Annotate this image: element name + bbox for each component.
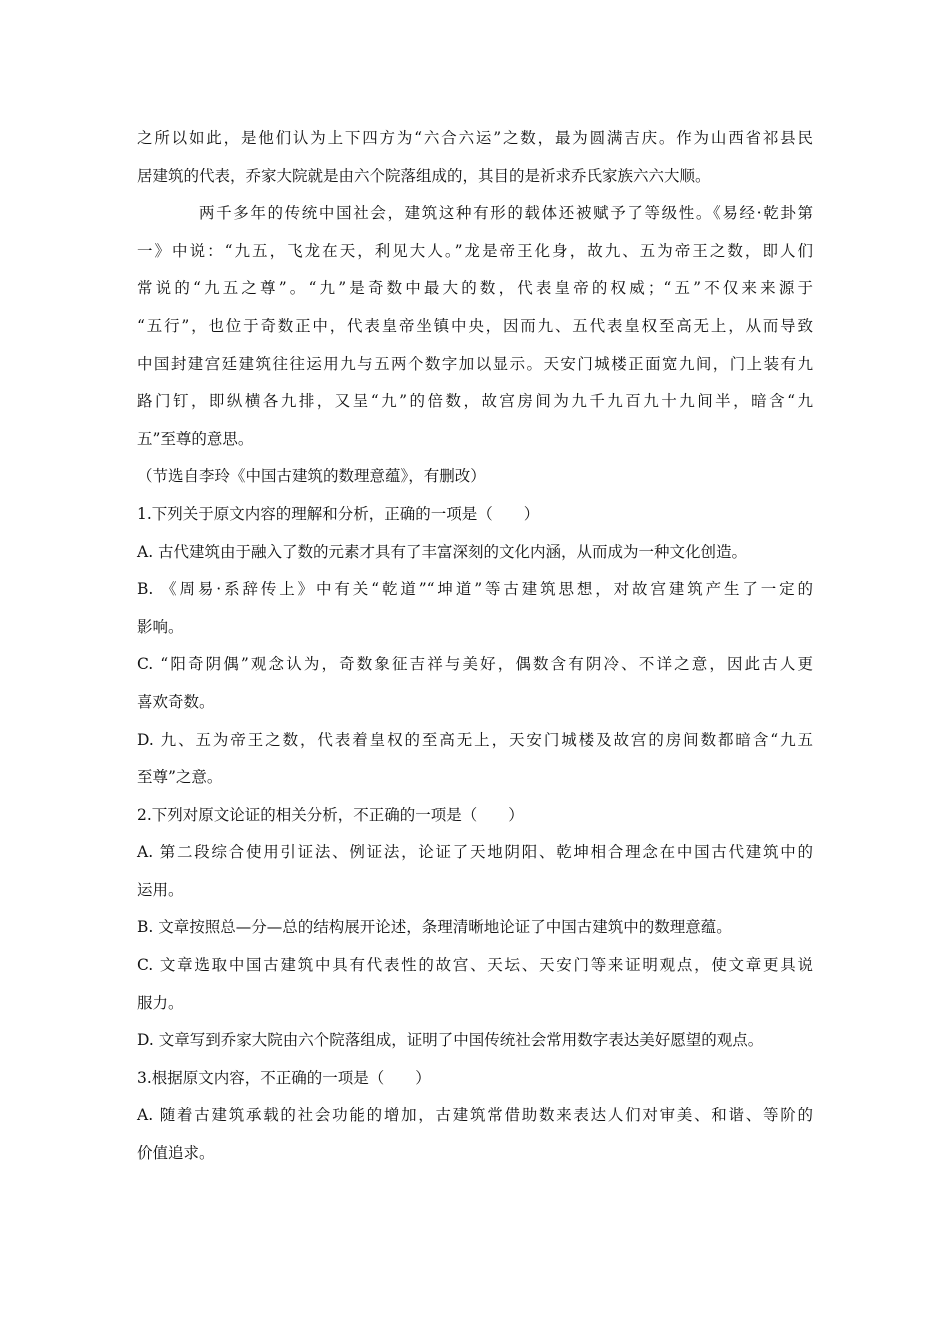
option-b (137, 571, 813, 646)
option-line: B. 《周易·系辞传上》中有关“乾道”“坤道”等古建筑思想，对故宫建筑产生了一定的 (137, 580, 813, 599)
option-line: C. 文章选取中国古建筑中具有代表性的故宫、天坛、天安门等来证明观点，使文章更具说 (137, 956, 813, 975)
option-line: A. 第二段综合使用引证法、例证法，论证了天地阴阳、乾坤相合理念在中国古代建筑中的 (137, 843, 813, 862)
document-page (137, 120, 813, 1173)
option-line: 运用。 (137, 880, 184, 899)
option-a (137, 834, 813, 909)
source-citation: （节选自李玲《中国古建筑的数理意蕴》，有删改） (137, 467, 486, 486)
question-1 (137, 496, 813, 797)
option-line: B. 文章按照总—分—总的结构展开论述，条理清晰地论证了中国古建筑中的数理意蕴。 (137, 918, 732, 937)
passage-paragraph-1 (137, 120, 813, 195)
passage-line: 之所以如此，是他们认为上下四方为“六合六运”之数，最为圆满吉庆。作为山西省祁县民 (137, 129, 813, 147)
option-line: D. 文章写到乔家大院由六个院落组成，证明了中国传统社会常用数字表达美好愿望的观点。 (137, 1031, 764, 1050)
option-d (137, 1022, 813, 1060)
option-line: 影响。 (137, 617, 184, 636)
option-line: 服力。 (137, 993, 184, 1012)
option-line: A. 古代建筑由于融入了数的元素才具有了丰富深刻的文化内涵，从而成为一种文化创造。 (137, 542, 748, 561)
passage-paragraph-2 (137, 195, 813, 458)
option-a (137, 534, 813, 572)
question-stem: 1.下列关于原文内容的理解和分析，正确的一项是（ ） (137, 504, 540, 523)
option-c (137, 947, 813, 1022)
question-2 (137, 797, 813, 1060)
option-line: 价值追求。 (137, 1144, 215, 1163)
passage-line: “五行”，也位于奇数正中，代表皇帝坐镇中央，因而九、五代表皇权至高无上，从而导致 (137, 316, 813, 335)
option-line: 喜欢奇数。 (137, 692, 215, 711)
question-stem: 3.根据原文内容，不正确的一项是（ ） (137, 1068, 431, 1087)
question-stem: 2.下列对原文论证的相关分析，不正确的一项是（ ） (137, 805, 524, 824)
passage-line: 路门钉，即纵横各九排，又呈“九”的倍数，故宫房间为九千九百九十九间半，暗含“九 (137, 392, 813, 411)
passage-line: 中国封建宫廷建筑往往运用九与五两个数字加以显示。天安门城楼正面宽九间，门上装有九 (137, 354, 813, 373)
passage-line: 一》中说：“九五，飞龙在天，利见大人。”龙是帝王化身，故九、五为帝王之数，即人们 (137, 241, 813, 260)
passage-line: 两千多年的传统中国社会，建筑这种有形的载体还被赋予了等级性。《易经·乾卦第 (199, 204, 813, 223)
option-line: D. 九、五为帝王之数，代表着皇权的至高无上，天安门城楼及故宫的房间数都暗含“九五 (137, 730, 813, 749)
question-3 (137, 1060, 813, 1173)
option-line: C. “阳奇阴偶”观念认为，奇数象征吉祥与美好，偶数含有阴冷、不详之意，因此古人更 (137, 655, 813, 674)
passage-line: 常说的“九五之尊”。“九”是奇数中最大的数，代表皇帝的权威；“五”不仅来来源于 (137, 279, 813, 298)
option-line: A. 随着古建筑承载的社会功能的增加，古建筑常借助数来表达人们对审美、和谐、等阶的 (137, 1106, 813, 1125)
option-d (137, 722, 813, 797)
passage-line: 居建筑的代表，乔家大院就是由六个院落组成的，其目的是祈求乔氏家族六六大顺。 (137, 166, 711, 185)
option-c (137, 646, 813, 721)
option-a (137, 1097, 813, 1172)
passage-line: 五”至尊的意思。 (137, 429, 254, 448)
option-line: 至尊”之意。 (137, 768, 223, 787)
option-b (137, 909, 813, 947)
